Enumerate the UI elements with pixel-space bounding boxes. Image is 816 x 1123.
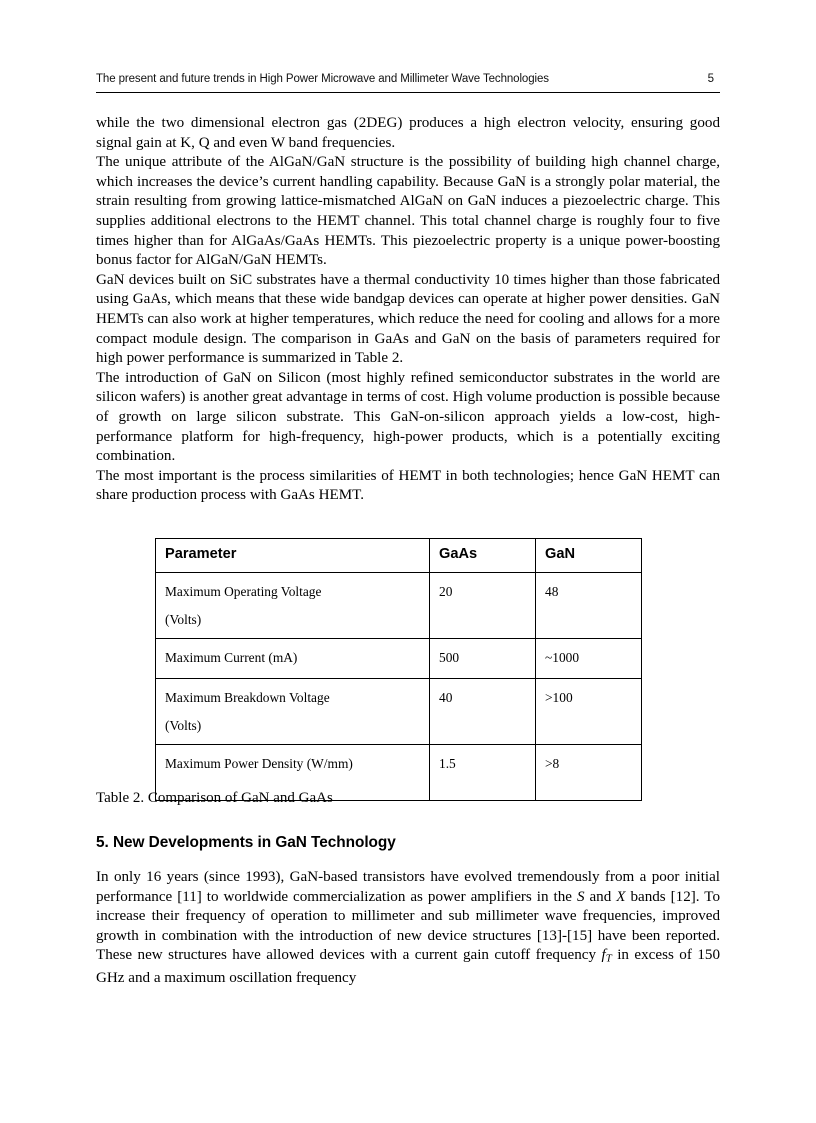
table-caption: Table 2. Comparison of GaN and GaAs — [96, 790, 333, 806]
running-head-title: The present and future trends in High Power Microwave and Millimeter Wave Technologies — [96, 73, 549, 85]
paragraph-3: GaN devices built on SiC substrates have a thermal conductivity 10 times higher than those fabricated using GaAs, which means that these wide bandgap devices can operate at higher power densities. GaN HEMTs can also work at higher temperatures, which reduce the need for cooling and allows for a more compact module design. The comparison in GaAs and GaN on the basis of parameters required for high power performance is summarized in Table 2. — [96, 271, 720, 367]
parameter-line-1: Maximum Current (mA) — [165, 650, 298, 665]
table-row — [156, 679, 642, 745]
cell-gaas: 500 — [430, 639, 536, 679]
table-row — [156, 639, 642, 679]
page-number: 5 — [707, 73, 714, 85]
table-header-row — [156, 539, 642, 573]
cell-parameter — [156, 679, 430, 745]
parameter-line-1: Maximum Breakdown Voltage — [165, 690, 330, 705]
section-paragraph-part-1: In only 16 years (since 1993), GaN-based transistors have evolved tremendously from a poor initial performance [11] to worldwide commercialization as power amplifiers in the — [96, 869, 720, 905]
italic-s-band: S — [576, 888, 585, 905]
column-header-gan: GaN — [536, 539, 642, 573]
column-header-gaas: GaAs — [430, 539, 536, 573]
body-text-upper — [96, 114, 720, 506]
parameter-line-2: (Volts) — [165, 612, 202, 627]
cell-parameter — [156, 573, 430, 639]
running-head — [96, 70, 720, 93]
table-body — [156, 573, 642, 801]
subscript-t: T — [605, 952, 612, 965]
parameter-line-1: Maximum Power Density (W/mm) — [165, 756, 353, 771]
italic-x-band: X — [616, 888, 626, 905]
cell-gaas: 40 — [430, 679, 536, 745]
italic-f-symbol: f — [601, 947, 606, 964]
section-paragraph-part-4: in excess of 150 GHz and a maximum oscillation frequency — [96, 947, 720, 987]
paragraph-1: while the two dimensional electron gas (2DEG) produces a high electron velocity, ensuring good signal gain at K, Q and even W band frequencies. — [96, 115, 720, 151]
paragraph-5: The most important is the process similarities of HEMT in both technologies; hence GaN HEMT can share production process with GaAs HEMT. — [96, 467, 720, 504]
cell-parameter — [156, 639, 430, 679]
cell-gan: >100 — [536, 679, 642, 745]
section-paragraph — [96, 868, 720, 989]
paragraph-4: The introduction of GaN on Silicon (most highly refined semiconductor substrates in the world are silicon wafers) is another great advantage in terms of cost. High volume production is possible because of growth on large silicon substrate. This GaN-on-silicon approach yields a low-cost, high-performance platform for high-frequency, high-power products, which is a potentially exciting combination. — [96, 369, 720, 465]
table-row — [156, 573, 642, 639]
paragraph-2: The unique attribute of the AlGaN/GaN structure is the possibility of building high channel charge, which increases the device’s current handling capability. Because GaN is a strongly polar material, the strain resulting from growing lattice-mismatched AlGaN on GaN induces a piezoelectric charge. This supplies additional electrons to the HEMT channel. This total channel charge is roughly four to five times higher than for AlGaAs/GaAs HEMTs. This piezoelectric property is a unique power-boosting bonus factor for AlGaN/GaN HEMTs. — [96, 154, 720, 269]
comparison-table — [155, 538, 642, 801]
column-header-parameter: Parameter — [156, 539, 430, 573]
cell-gaas: 20 — [430, 573, 536, 639]
cell-gan: >8 — [536, 745, 642, 801]
cell-gan: 48 — [536, 573, 642, 639]
body-text-lower — [96, 868, 720, 989]
cell-gan: ~1000 — [536, 639, 642, 679]
parameter-line-2: (Volts) — [165, 718, 202, 733]
section-paragraph-part-3: bands [12]. To increase their frequency of operation to millimeter and sub millimeter wave frequencies, improved growth in combination with the introduction of new device structures [13]-[15] have been reported. These new structures have allowed devices with a current gain cutoff frequency — [96, 888, 720, 964]
cell-gaas: 1.5 — [430, 745, 536, 801]
parameter-line-1: Maximum Operating Voltage — [165, 584, 322, 599]
section-heading: 5. New Developments in GaN Technology — [96, 834, 396, 851]
table-header — [156, 539, 642, 573]
section-paragraph-part-2: and — [584, 888, 617, 905]
